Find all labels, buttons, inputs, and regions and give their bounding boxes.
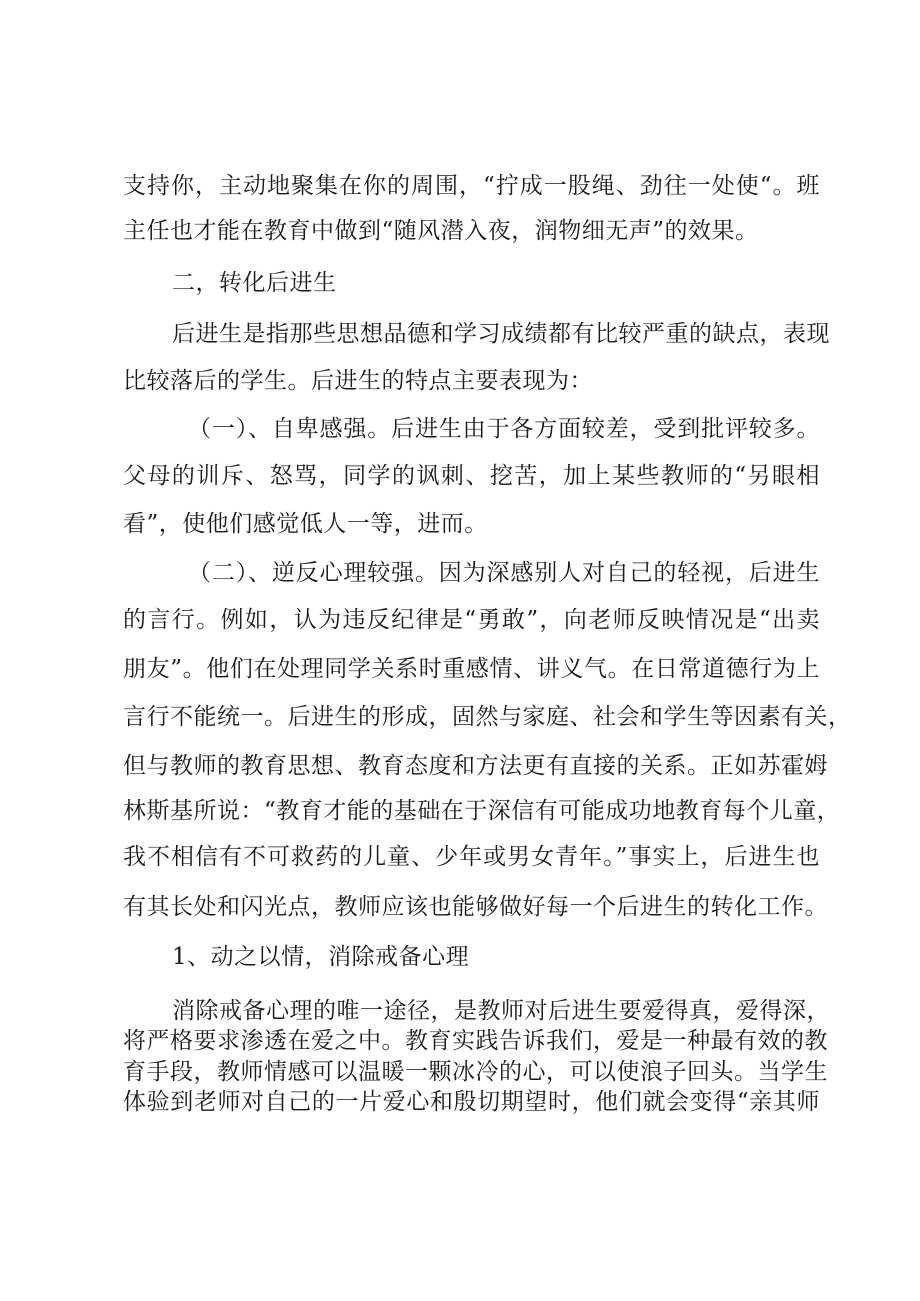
section-heading: 二，转化后进生 <box>172 270 337 296</box>
paragraph-line: （二）、逆反心理较强。因为深感别人对自己的轻视，后进生 <box>188 560 820 586</box>
paragraph-line: 体验到老师对自己的一片爱心和殷切期望时，他们就会变得“亲其师 <box>123 1089 820 1115</box>
paragraph-line: 后进生是指那些思想品德和学习成绩都有比较严重的缺点，表现 <box>172 321 830 347</box>
paragraph-line: 但与教师的教育思想、教育态度和方法更有直接的关系。正如苏霍姆 <box>123 753 828 779</box>
paragraph-line: 看”，使他们感觉低人一等，进而。 <box>123 511 488 537</box>
paragraph-line: 将严格要求渗透在爱之中。教育实践告诉我们，爱是一种最有效的教 <box>123 1028 828 1054</box>
paragraph-line: 支持你，主动地聚集在你的周围，“拧成一股绳、劲往一处使“。班 <box>123 173 820 199</box>
paragraph-line: （一）、自卑感强。后进生由于各方面较差，受到批评较多。 <box>188 416 820 442</box>
paragraph-line: 的言行。例如，认为违反纪律是“勇敢”，向老师反映情况是“出卖 <box>123 607 820 633</box>
paragraph-line: 林斯基所说：“教育才能的基础在于深信有可能成功地教育每个儿童， <box>123 798 841 824</box>
paragraph-line: 言行不能统一。后进生的形成，固然与家庭、社会和学生等因素有关， <box>123 704 852 730</box>
paragraph-line: 比较落后的学生。后进生的特点主要表现为： <box>123 368 593 394</box>
paragraph-line: 主任也才能在教育中做到“随风潜入夜，润物细无声”的效果。 <box>123 218 759 244</box>
paragraph-line: 我不相信有不可救药的儿童、少年或男女青年。”事实上，后进生也 <box>123 844 820 870</box>
subsection-heading: 1、动之以情，消除戒备心理 <box>172 944 470 970</box>
paragraph-line: 有其长处和闪光点，教师应该也能够做好每一个后进生的转化工作。 <box>123 894 828 920</box>
paragraph-line: 朋友”。他们在处理同学关系时重感情、讲义气。在日常道德行为上 <box>123 656 820 682</box>
paragraph-line: 父母的训斥、怒骂，同学的讽刺、挖苦，加上某些教师的“另眼相 <box>123 463 820 489</box>
paragraph-line: 消除戒备心理的唯一途径，是教师对后进生要爱得真，爱得深， <box>172 998 830 1024</box>
paragraph-line: 育手段，教师情感可以温暖一颗冰冷的心，可以使浪子回头。当学生 <box>123 1059 828 1085</box>
